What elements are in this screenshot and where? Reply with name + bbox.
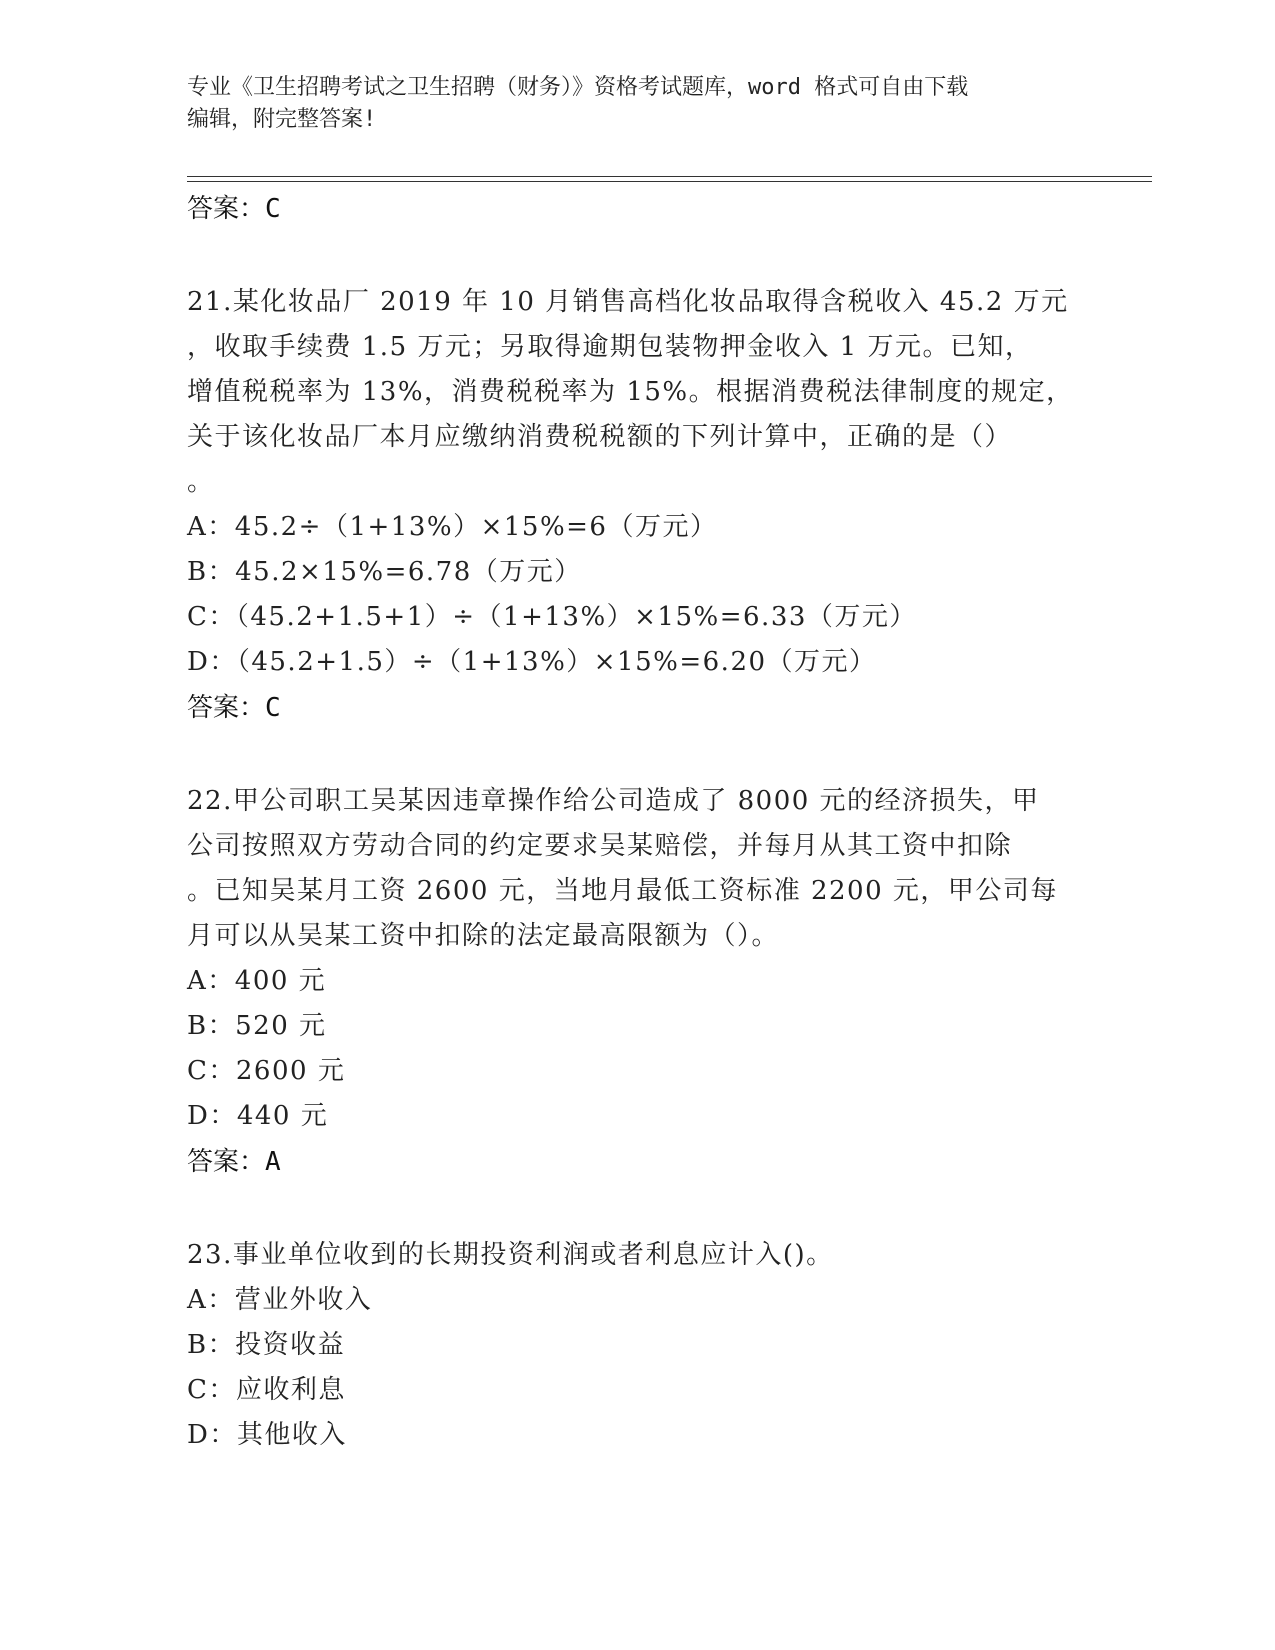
document-header [187,72,1067,136]
answer-line: 答案：C [187,693,281,723]
question-text [187,779,1087,959]
answer-line: 答案：C [187,194,281,224]
header-line-1: 专业《卫生招聘考试之卫生招聘（财务）》资格考试题库，word 格式可自由下载 [187,75,969,100]
question-21 [187,280,1087,731]
question-text-line: 公司按照双方劳动合同的约定要求吴某赔偿，并每月从其工资中扣除 [187,831,1013,861]
answer-line: 答案：A [187,1147,281,1177]
question-text-line: 21.某化妆品厂 2019 年 10 月销售高档化妆品取得含税收入 45.2 万元 [187,287,1069,317]
option-a: A：400 元 [187,966,327,996]
spacer [187,232,1087,280]
question-text-line: 23.事业单位收到的长期投资利润或者利息应计入()。 [187,1240,834,1270]
question-22 [187,779,1087,1185]
question-23 [187,1233,1087,1458]
option-c: C：（45.2+1.5+1）÷（1+13%）×15%=6.33（万元） [187,602,917,632]
question-text-line: 增值税税率为 13%，消费税税率为 15%。根据消费税法律制度的规定， [187,377,1074,407]
spacer [187,731,1087,779]
option-c: C：2600 元 [187,1056,346,1086]
option-d: D：其他收入 [187,1420,347,1450]
question-text-line: 。 [187,467,215,497]
question-text [187,1233,1087,1278]
option-c: C：应收利息 [187,1375,346,1405]
header-line-2: 编辑，附完整答案! [187,107,377,132]
question-text-line: 。已知吴某月工资 2600 元，当地月最低工资标准 2200 元，甲公司每 [187,876,1058,906]
option-a: A：45.2÷（1+13%）×15%=6（万元） [187,512,718,542]
question-text-line: 关于该化妆品厂本月应缴纳消费税税额的下列计算中，正确的是（） [187,422,1013,452]
option-b: B：投资收益 [187,1330,346,1360]
option-a: A：营业外收入 [187,1285,373,1315]
option-d: D：（45.2+1.5）÷（1+13%）×15%=6.20（万元） [187,647,877,677]
header-divider [187,176,1152,182]
spacer [187,1185,1087,1233]
question-list [187,186,1087,1458]
option-b: B：45.2×15%=6.78（万元） [187,557,582,587]
option-d: D：440 元 [187,1101,329,1131]
question-text-line: 月可以从吴某工资中扣除的法定最高限额为（）。 [187,921,780,951]
question-text-line: ，收取手续费 1.5 万元；另取得逾期包装物押金收入 1 万元。已知， [187,332,1033,362]
question-text-line: 22.甲公司职工吴某因违章操作给公司造成了 8000 元的经济损失，甲 [187,786,1040,816]
question-text [187,280,1087,505]
option-b: B：520 元 [187,1011,327,1041]
